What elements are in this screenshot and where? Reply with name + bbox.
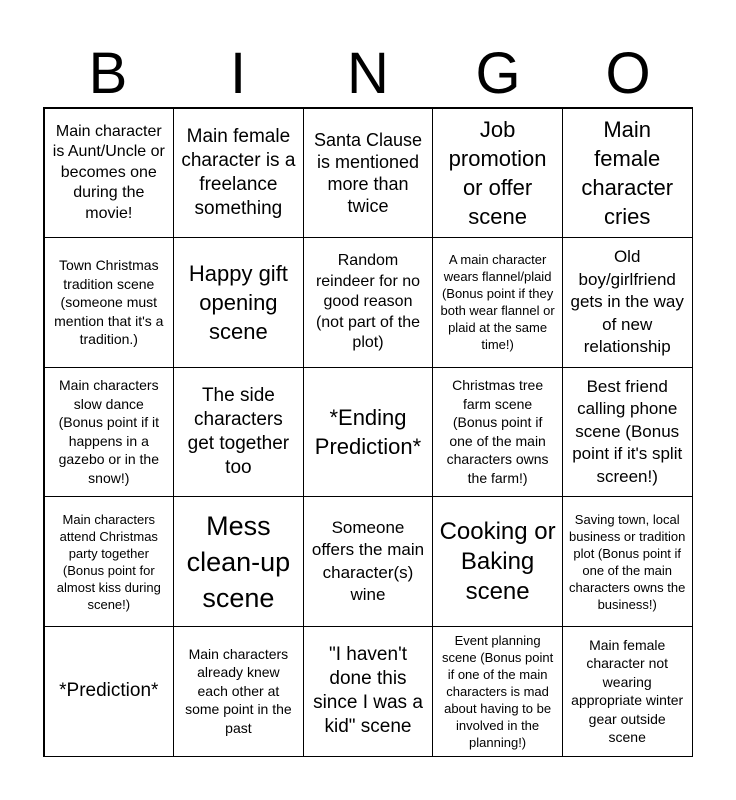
bingo-cell[interactable]: [173, 496, 304, 627]
bingo-cell[interactable]: [562, 237, 693, 368]
bingo-cell[interactable]: [173, 367, 304, 498]
bingo-cell[interactable]: [173, 108, 304, 239]
header-letter-g: G: [475, 41, 521, 106]
cell-text: Mess clean-up scene: [186, 510, 291, 613]
bingo-cell[interactable]: [562, 626, 693, 757]
cell-text: Saving town, local business or tradition plot (Bonus point if one of the main characters owns the business!): [569, 511, 686, 612]
bingo-cell[interactable]: [562, 367, 693, 498]
cell-text: A main character wears flannel/plaid (Bonus point if they both wear flannel or plaid at the same time!): [440, 252, 555, 353]
bingo-cell[interactable]: [173, 237, 304, 368]
cell-text: "I haven't done this since I was a kid" scene: [313, 644, 423, 738]
bingo-cell[interactable]: [44, 237, 175, 368]
cell-text: Best friend calling phone scene (Bonus point if it's split screen!): [572, 376, 683, 486]
bingo-header: [43, 40, 693, 108]
bingo-cell[interactable]: [432, 496, 563, 627]
bingo-cell[interactable]: [562, 108, 693, 239]
bingo-cell[interactable]: [173, 626, 304, 757]
cell-text: Happy gift opening scene: [188, 260, 288, 344]
cell-text: Main characters already knew each other at some point in the past: [185, 645, 292, 736]
cell-text: Someone offers the main character(s) wine: [311, 517, 425, 605]
bingo-cell[interactable]: [303, 237, 434, 368]
header-letter-b: B: [88, 41, 128, 106]
cell-text: Main female character is a freelance something: [181, 125, 296, 219]
cell-text: Main female character cries: [581, 116, 674, 229]
cell-text: Cooking or Baking scene: [439, 517, 556, 605]
bingo-cell[interactable]: [432, 626, 563, 757]
cell-text: Main characters slow dance (Bonus point if it happens in a gazebo or in the snow!): [58, 377, 159, 486]
cell-text: *Prediction*: [59, 680, 159, 702]
bingo-cell[interactable]: [303, 367, 434, 498]
cell-text: *Ending Prediction*: [314, 404, 422, 459]
bingo-cell[interactable]: [303, 626, 434, 757]
cell-text: Random reindeer for no good reason (not part of the plot): [315, 252, 421, 352]
bingo-cell[interactable]: [44, 367, 175, 498]
bingo-cell[interactable]: [562, 496, 693, 627]
header-letter-i: I: [229, 41, 247, 106]
bingo-cell[interactable]: [44, 496, 175, 627]
cell-text: Main female character not wearing appropriate winter gear outside scene: [571, 636, 684, 746]
cell-text: Main character is Aunt/Uncle or becomes one during the movie!: [52, 122, 165, 222]
bingo-cell[interactable]: [303, 108, 434, 239]
cell-text: Old boy/girlfriend gets in the way of new relationship: [570, 247, 684, 357]
cell-text: Town Christmas tradition scene (someone must mention that it's a tradition.): [54, 257, 164, 348]
cell-text: Santa Clause is mentioned more than twice: [313, 129, 423, 216]
bingo-cell[interactable]: [303, 496, 434, 627]
bingo-cell[interactable]: [432, 367, 563, 498]
cell-text: Job promotion or offer scene: [448, 116, 547, 229]
bingo-grid: [43, 107, 693, 757]
bingo-cell[interactable]: [44, 108, 175, 239]
bingo-cell[interactable]: [432, 108, 563, 239]
bingo-cell[interactable]: [432, 237, 563, 368]
header-letter-o: O: [605, 41, 651, 106]
cell-text: Main characters attend Christmas party together (Bonus point for almost kiss during scene!): [56, 511, 161, 612]
cell-text: The side characters get together too: [187, 384, 290, 478]
header-letter-n: N: [347, 41, 389, 106]
bingo-cell[interactable]: [44, 626, 175, 757]
cell-text: Christmas tree farm scene (Bonus point if one of the main characters owns the farm!): [446, 377, 549, 486]
cell-text: Event planning scene (Bonus point if one of the main characters is mad about having to be involved in the planning!): [441, 632, 554, 750]
